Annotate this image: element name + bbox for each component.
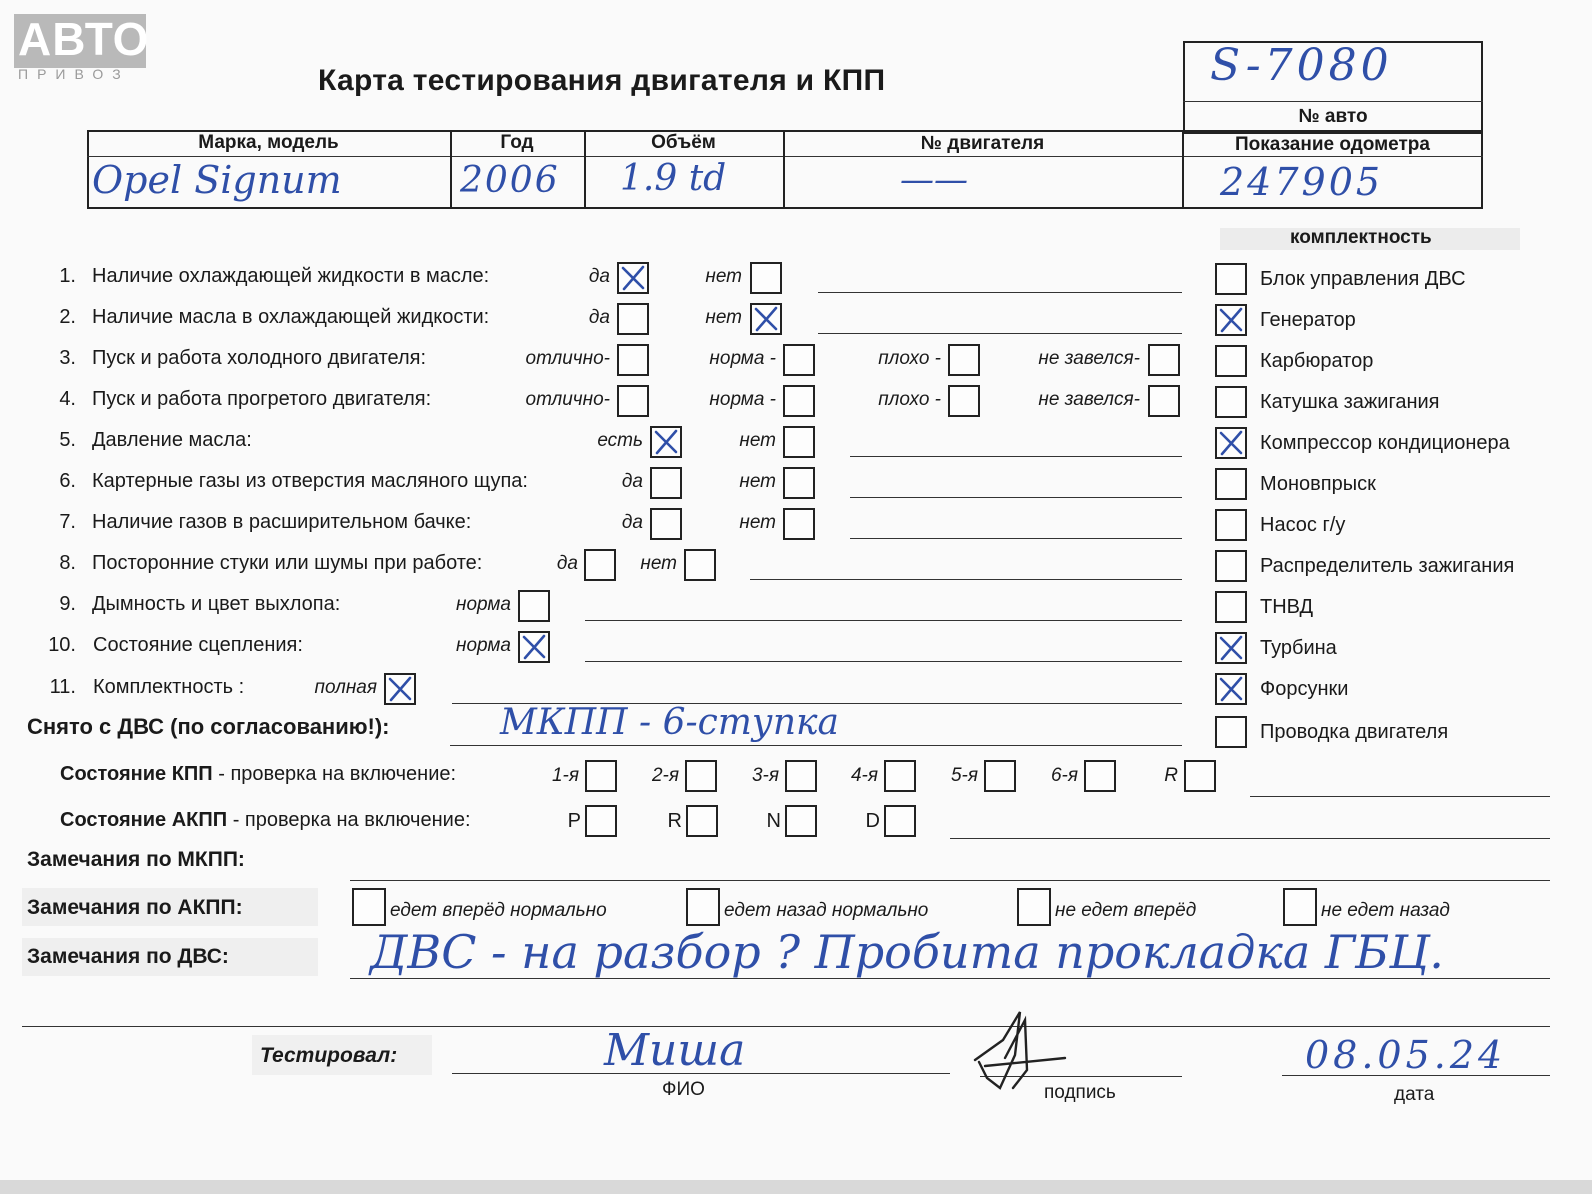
engine-no-value: —— — [900, 160, 968, 200]
check-mark-icon — [1217, 675, 1245, 703]
checklist-number: 10. — [48, 634, 76, 656]
completeness-checkbox[interactable] — [1215, 716, 1247, 748]
completeness-checkbox[interactable] — [1215, 673, 1247, 705]
checklist-number: 4. — [59, 388, 76, 410]
checklist-label: Комплектность : — [93, 676, 245, 698]
completeness-checkbox[interactable] — [1215, 632, 1247, 664]
removed-line — [450, 745, 1182, 746]
checklist-option-label: есть — [597, 430, 643, 451]
checklist-label: Состояние сцепления: — [93, 634, 303, 656]
checklist-line — [585, 620, 1182, 621]
checklist-option-label: отлично- — [525, 389, 610, 410]
akpp-remark-checkbox[interactable] — [686, 888, 720, 926]
checklist-checkbox[interactable] — [1148, 344, 1180, 376]
kpp-gear-label: 2-я — [651, 765, 679, 786]
checklist-number: 7. — [59, 511, 76, 533]
completeness-item-label: Генератор — [1260, 309, 1356, 331]
checklist-checkbox[interactable] — [948, 344, 980, 376]
dvs-remarks-line — [350, 978, 1550, 979]
checklist-number: 11. — [49, 676, 76, 698]
checklist-line — [750, 579, 1182, 580]
brand-header: Марка, модель — [198, 132, 339, 153]
akpp-mode-label: P — [567, 810, 581, 832]
checklist-checkbox[interactable] — [1148, 385, 1180, 417]
check-mark-icon — [1217, 634, 1245, 662]
odometer-header: Показание одометра — [1235, 134, 1430, 155]
checklist-option-label: отлично- — [525, 348, 610, 369]
year-header: Год — [500, 132, 534, 153]
akpp-mode-checkbox[interactable] — [585, 805, 617, 837]
checklist-option-label: да — [588, 266, 610, 287]
checklist-checkbox[interactable] — [384, 673, 416, 705]
checklist-option-label: норма - — [709, 348, 776, 369]
completeness-checkbox[interactable] — [1215, 304, 1247, 336]
completeness-item-label: Моновпрыск — [1260, 473, 1376, 495]
completeness-item-label: Распределитель зажигания — [1260, 555, 1515, 577]
checklist-checkbox[interactable] — [750, 262, 782, 294]
checklist-number: 8. — [59, 552, 76, 574]
checklist-checkbox[interactable] — [518, 590, 550, 622]
date-label: дата — [1394, 1084, 1435, 1105]
akpp-label-bold: Состояние АКПП — [60, 809, 228, 831]
akpp-remark-checkbox[interactable] — [352, 888, 386, 926]
checklist-checkbox[interactable] — [783, 467, 815, 499]
odometer-value: 247905 — [1220, 160, 1384, 204]
dvs-remarks-label: Замечания по ДВС: — [27, 945, 229, 968]
completeness-checkbox[interactable] — [1215, 550, 1247, 582]
kpp-gear-checkbox[interactable] — [884, 760, 916, 792]
checklist-option-label: да — [588, 307, 610, 328]
checklist-label: Наличие газов в расширительном бачке: — [92, 511, 472, 533]
checklist-option-label: норма - — [709, 389, 776, 410]
checklist-line — [850, 538, 1182, 539]
kpp-label-bold: Состояние КПП — [60, 763, 213, 785]
kpp-gear-checkbox[interactable] — [1084, 760, 1116, 792]
checklist-option-label: нет — [739, 430, 776, 451]
checklist-line — [818, 292, 1182, 293]
checklist-number: 2. — [59, 306, 76, 328]
completeness-checkbox[interactable] — [1215, 263, 1247, 295]
removed-value: МКПП - 6-ступка — [500, 702, 839, 743]
checklist-number: 1. — [59, 265, 76, 287]
checklist-option-label: норма — [456, 594, 511, 615]
akpp-remarks-label: Замечания по АКПП: — [27, 896, 243, 919]
car-number-label: № авто — [1298, 106, 1368, 127]
checklist-label: Пуск и работа холодного двигателя: — [92, 347, 427, 369]
akpp-mode-label: N — [766, 810, 781, 832]
checklist-option-label: не завелся- — [1038, 389, 1140, 410]
check-mark-icon — [1217, 429, 1245, 457]
checklist-checkbox[interactable] — [750, 303, 782, 335]
completeness-checkbox[interactable] — [1215, 427, 1247, 459]
akpp-mode-checkbox[interactable] — [884, 805, 916, 837]
brand-value: Opel Signum — [92, 158, 342, 202]
completeness-checkbox[interactable] — [1215, 468, 1247, 500]
checklist-number: 5. — [59, 429, 76, 451]
checklist-checkbox[interactable] — [518, 631, 550, 663]
completeness-item-label: Форсунки — [1260, 678, 1349, 700]
kpp-gear-label: 4-я — [850, 765, 878, 786]
checklist-option-label: да — [621, 512, 643, 533]
completeness-item-label: Турбина — [1260, 637, 1337, 659]
checklist-label: Давление масла: — [92, 429, 252, 451]
checklist-option-label: плохо - — [878, 348, 941, 369]
volume-header: Объём — [651, 132, 716, 153]
kpp-label-rest: - проверка на включение: — [212, 763, 457, 785]
completeness-item-label: Компрессор кондиционера — [1260, 432, 1510, 454]
car-number-divider — [1183, 101, 1483, 102]
akpp-label-rest: - проверка на включение: — [227, 809, 471, 831]
checklist-option-label: не завелся- — [1038, 348, 1140, 369]
logo-text: АВТО — [18, 13, 150, 65]
mkpp-remarks-line — [350, 880, 1550, 881]
checklist-line — [850, 497, 1182, 498]
checklist-option-label: плохо - — [878, 389, 941, 410]
fio-label: ФИО — [662, 1079, 705, 1100]
dvs-remarks-line-2 — [22, 1026, 1550, 1027]
checklist-option-label: да — [556, 553, 578, 574]
completeness-item-label: Блок управления ДВС — [1260, 268, 1466, 290]
page-title: Карта тестирования двигателя и КПП — [318, 64, 886, 97]
checklist-line — [818, 333, 1182, 334]
kpp-gear-checkbox[interactable] — [785, 760, 817, 792]
kpp-gear-checkbox[interactable] — [685, 760, 717, 792]
completeness-item-label: Насос г/у — [1260, 514, 1346, 536]
completeness-item-label: ТНВД — [1260, 596, 1314, 618]
kpp-gear-checkbox[interactable] — [1184, 760, 1216, 792]
check-mark-icon — [1217, 306, 1245, 334]
removed-label: Снято с ДВС (по согласованию!): — [27, 714, 390, 739]
check-mark-icon — [752, 305, 780, 333]
akpp-mode-checkbox[interactable] — [785, 805, 817, 837]
checklist-option-label: нет — [739, 471, 776, 492]
checklist-option-label: нет — [640, 553, 677, 574]
header-row-divider — [87, 156, 1483, 157]
checklist-label: Картерные газы из отверстия масляного щупа: — [92, 470, 528, 492]
checklist-label: Посторонние стуки или шумы при работе: — [92, 552, 483, 574]
akpp-remark-label: едет назад нормально — [724, 900, 929, 921]
checklist-label: Наличие охлаждающей жидкости в масле: — [92, 265, 490, 287]
checklist-checkbox[interactable] — [948, 385, 980, 417]
check-mark-icon — [386, 675, 414, 703]
checklist-label: Наличие масла в охлаждающей жидкости: — [92, 306, 490, 328]
akpp-remark-label: не едет назад — [1321, 900, 1450, 921]
car-number-value: S-7080 — [1210, 40, 1393, 91]
checklist-line — [850, 456, 1182, 457]
year-value: 2006 — [460, 160, 560, 201]
checklist-checkbox[interactable] — [783, 508, 815, 540]
check-mark-icon — [520, 633, 548, 661]
kpp-gear-label: 5-я — [950, 765, 978, 786]
checklist-number: 6. — [59, 470, 76, 492]
completeness-checkbox[interactable] — [1215, 386, 1247, 418]
completeness-item-label: Карбюратор — [1260, 350, 1374, 372]
checklist-option-label: нет — [739, 512, 776, 533]
checklist-checkbox[interactable] — [684, 549, 716, 581]
kpp-gear-checkbox[interactable] — [984, 760, 1016, 792]
akpp-mode-checkbox[interactable] — [686, 805, 718, 837]
akpp-line — [950, 838, 1550, 839]
checklist-option-label: да — [621, 471, 643, 492]
kpp-gear-label: 1-я — [551, 765, 579, 786]
akpp-remark-checkbox[interactable] — [1283, 888, 1317, 926]
checklist-number: 9. — [59, 593, 76, 615]
completeness-checkbox[interactable] — [1215, 345, 1247, 377]
dvs-remarks-value: ДВС - на разбор ? Пробита прокладка ГБЦ. — [370, 925, 1444, 979]
kpp-gear-label: 3-я — [751, 765, 779, 786]
akpp-mode-label: D — [865, 810, 880, 832]
akpp-remark-label: едет вперёд нормально — [390, 900, 607, 921]
checklist-option-label: полная — [314, 677, 377, 698]
checklist-label: Дымность и цвет выхлопа: — [92, 593, 341, 615]
tested-label: Тестировал: — [260, 1044, 398, 1067]
logo-subtext: ПРИВОЗ — [18, 66, 130, 82]
checklist-option-label: норма — [456, 635, 511, 656]
completeness-checkbox[interactable] — [1215, 509, 1247, 541]
completeness-item-label: Проводка двигателя — [1260, 721, 1449, 743]
checklist-option-label: нет — [705, 266, 742, 287]
completeness-title: комплектность — [1290, 227, 1432, 248]
checklist-option-label: нет — [705, 307, 742, 328]
kpp-gear-checkbox[interactable] — [585, 760, 617, 792]
akpp-remark-checkbox[interactable] — [1017, 888, 1051, 926]
date-value: 08.05.24 — [1305, 1033, 1507, 1077]
checklist-number: 3. — [59, 347, 76, 369]
engine-no-header: № двигателя — [920, 133, 1045, 154]
akpp-label — [60, 809, 471, 832]
kpp-label — [60, 763, 456, 786]
sign-label: подпись — [1044, 1082, 1116, 1103]
checklist-label: Пуск и работа прогретого двигателя: — [92, 388, 432, 410]
kpp-gear-label: R — [1164, 765, 1178, 786]
akpp-mode-label: R — [667, 810, 682, 832]
kpp-gear-label: 6-я — [1050, 765, 1078, 786]
completeness-item-label: Катушка зажигания — [1260, 391, 1440, 413]
volume-value: 1.9 td — [620, 158, 727, 199]
akpp-remark-label: не едет вперёд — [1055, 900, 1197, 921]
kpp-line — [1250, 796, 1550, 797]
fio-value: Миша — [604, 1025, 746, 1076]
checklist-checkbox[interactable] — [783, 426, 815, 458]
checklist-line — [585, 661, 1182, 662]
mkpp-remarks-label: Замечания по МКПП: — [27, 848, 245, 871]
completeness-checkbox[interactable] — [1215, 591, 1247, 623]
